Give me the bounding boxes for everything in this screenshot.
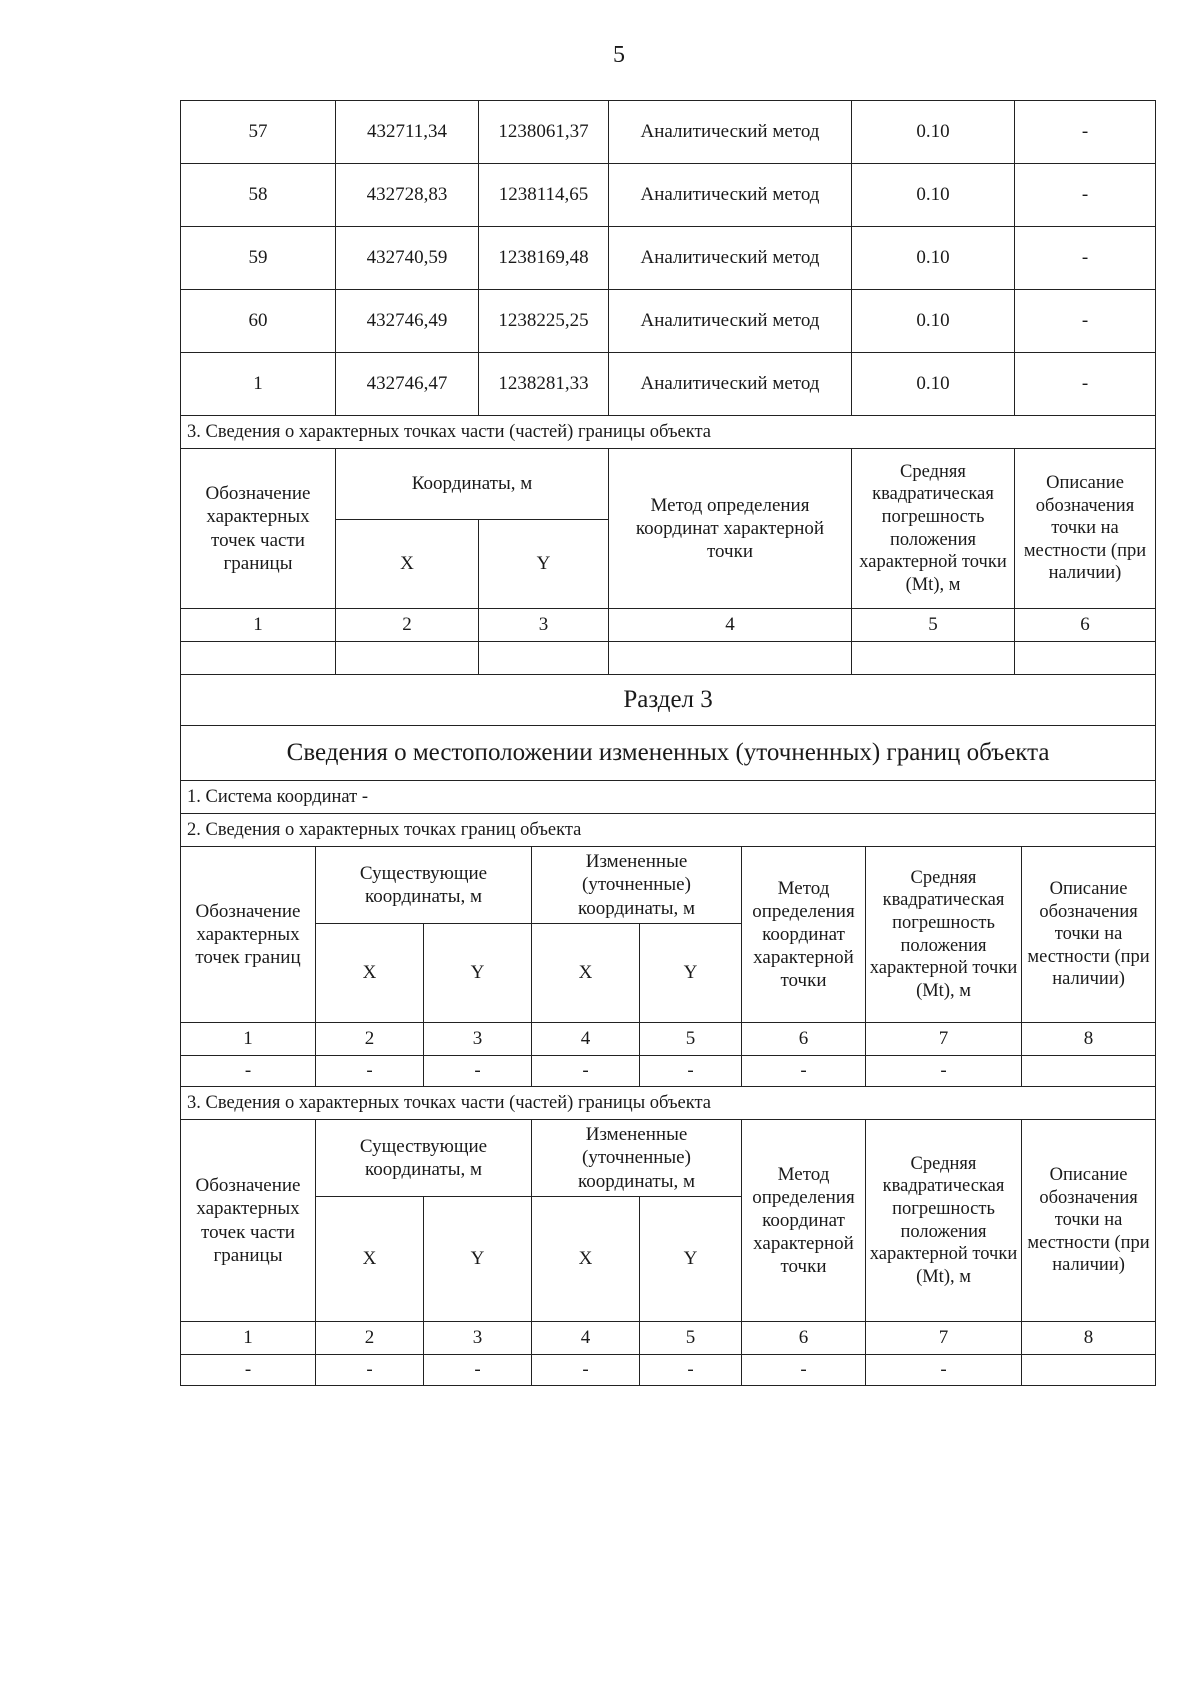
header-description: Описание обозначения точки на местности (при наличии) [1022,1120,1156,1322]
table-row [181,164,1156,227]
header-x: X [532,1197,640,1322]
header-method: Метод определения координат характерной точки [742,847,866,1023]
table-row [181,290,1156,353]
column-number-row [181,609,1156,642]
point-number: 1 [181,353,336,416]
column-number: 7 [866,1023,1022,1056]
mean-error: 0.10 [852,290,1015,353]
x-coordinate: 432746,49 [336,290,479,353]
column-number: 5 [640,1023,742,1056]
header-description: Описание обозначения точки на местности (при наличии) [1015,449,1156,609]
empty-cell [181,642,336,675]
dash-cell: - [532,1355,640,1386]
section3-table [180,674,1156,1386]
header-x: X [336,520,479,609]
section-title: Сведения о местоположении измененных (уточненных) границ объекта [181,726,1156,781]
column-number: 6 [1015,609,1156,642]
part-points-title: 3. Сведения о характерных точках части (частей) границы объекта [181,416,1156,449]
column-number: 5 [852,609,1015,642]
page-number: 5 [613,42,625,68]
method: Аналитический метод [609,164,852,227]
column-number: 4 [609,609,852,642]
column-number: 3 [424,1322,532,1355]
dash-cell: - [866,1355,1022,1386]
column-number: 5 [640,1322,742,1355]
column-number: 8 [1022,1023,1156,1056]
column-number: 1 [181,609,336,642]
header-designation: Обозначение характерных точек границ [181,847,316,1023]
header-error: Средняя квадратическая погрешность положения характерной точки (Mt), м [852,449,1015,609]
column-number: 6 [742,1322,866,1355]
document-sheet [180,100,1155,1386]
header-y: Y [424,924,532,1023]
dash-cell: - [742,1056,866,1087]
column-number: 4 [532,1322,640,1355]
dash-cell: - [424,1056,532,1087]
y-coordinate: 1238061,37 [479,101,609,164]
mean-error: 0.10 [852,101,1015,164]
header-designation: Обозначение характерных точек части границы [181,449,336,609]
x-coordinate: 432740,59 [336,227,479,290]
description: - [1015,290,1156,353]
dash-row [181,1355,1156,1386]
header-coordinates: Координаты, м [336,449,609,520]
header-x: X [316,924,424,1023]
description: - [1015,353,1156,416]
header-y: Y [479,520,609,609]
table-row [181,353,1156,416]
header-error: Средняя квадратическая погрешность положения характерной точки (Mt), м [866,1120,1022,1322]
header-y: Y [640,924,742,1023]
empty-cell [479,642,609,675]
column-number: 7 [866,1322,1022,1355]
mean-error: 0.10 [852,227,1015,290]
column-number-row [181,1322,1156,1355]
dash-cell: - [866,1056,1022,1087]
method: Аналитический метод [609,353,852,416]
point-number: 60 [181,290,336,353]
header-changed-coordinates: Измененные (уточненные) координаты, м [532,847,742,924]
table-row [181,227,1156,290]
column-number: 1 [181,1322,316,1355]
point-number: 59 [181,227,336,290]
dash-row [181,1056,1156,1087]
y-coordinate: 1238281,33 [479,353,609,416]
empty-cell [609,642,852,675]
header-designation: Обозначение характерных точек части границы [181,1120,316,1322]
header-method: Метод определения координат характерной точки [742,1120,866,1322]
description: - [1015,227,1156,290]
method: Аналитический метод [609,101,852,164]
header-y: Y [424,1197,532,1322]
dash-cell: - [181,1056,316,1087]
header-error: Средняя квадратическая погрешность положения характерной точки (Mt), м [866,847,1022,1023]
part-points-title: 3. Сведения о характерных точках части (частей) границы объекта [181,1087,1156,1120]
empty-cell [1015,642,1156,675]
dash-cell: - [181,1355,316,1386]
empty-cell [336,642,479,675]
description: - [1015,164,1156,227]
column-number: 8 [1022,1322,1156,1355]
column-number: 6 [742,1023,866,1056]
boundary-points-continuation-table [180,100,1156,675]
header-existing-coordinates: Существующие координаты, м [316,1120,532,1197]
mean-error: 0.10 [852,353,1015,416]
column-number: 4 [532,1023,640,1056]
empty-cell [852,642,1015,675]
column-number: 3 [479,609,609,642]
dash-cell: - [424,1355,532,1386]
dash-cell: - [640,1056,742,1087]
dash-cell: - [532,1056,640,1087]
dash-cell [1022,1355,1156,1386]
header-x: X [316,1197,424,1322]
column-number: 3 [424,1023,532,1056]
column-number: 2 [316,1023,424,1056]
y-coordinate: 1238169,48 [479,227,609,290]
point-number: 58 [181,164,336,227]
column-number-row [181,1023,1156,1056]
dash-cell: - [742,1355,866,1386]
header-y: Y [640,1197,742,1322]
dash-cell: - [640,1355,742,1386]
empty-row [181,642,1156,675]
coordinate-system: 1. Система координат - [181,781,1156,814]
section-heading: Раздел 3 [181,675,1156,726]
y-coordinate: 1238114,65 [479,164,609,227]
method: Аналитический метод [609,227,852,290]
header-existing-coordinates: Существующие координаты, м [316,847,532,924]
method: Аналитический метод [609,290,852,353]
column-number: 2 [336,609,479,642]
x-coordinate: 432728,83 [336,164,479,227]
description: - [1015,101,1156,164]
x-coordinate: 432711,34 [336,101,479,164]
dash-cell: - [316,1355,424,1386]
header-description: Описание обозначения точки на местности (при наличии) [1022,847,1156,1023]
header-method: Метод определения координат характерной точки [609,449,852,609]
point-number: 57 [181,101,336,164]
section-row [181,416,1156,449]
mean-error: 0.10 [852,164,1015,227]
column-number: 2 [316,1322,424,1355]
header-changed-coordinates: Измененные (уточненные) координаты, м [532,1120,742,1197]
header-x: X [532,924,640,1023]
y-coordinate: 1238225,25 [479,290,609,353]
dash-cell: - [316,1056,424,1087]
column-number: 1 [181,1023,316,1056]
x-coordinate: 432746,47 [336,353,479,416]
table-row [181,101,1156,164]
boundary-points-title: 2. Сведения о характерных точках границ объекта [181,814,1156,847]
dash-cell [1022,1056,1156,1087]
